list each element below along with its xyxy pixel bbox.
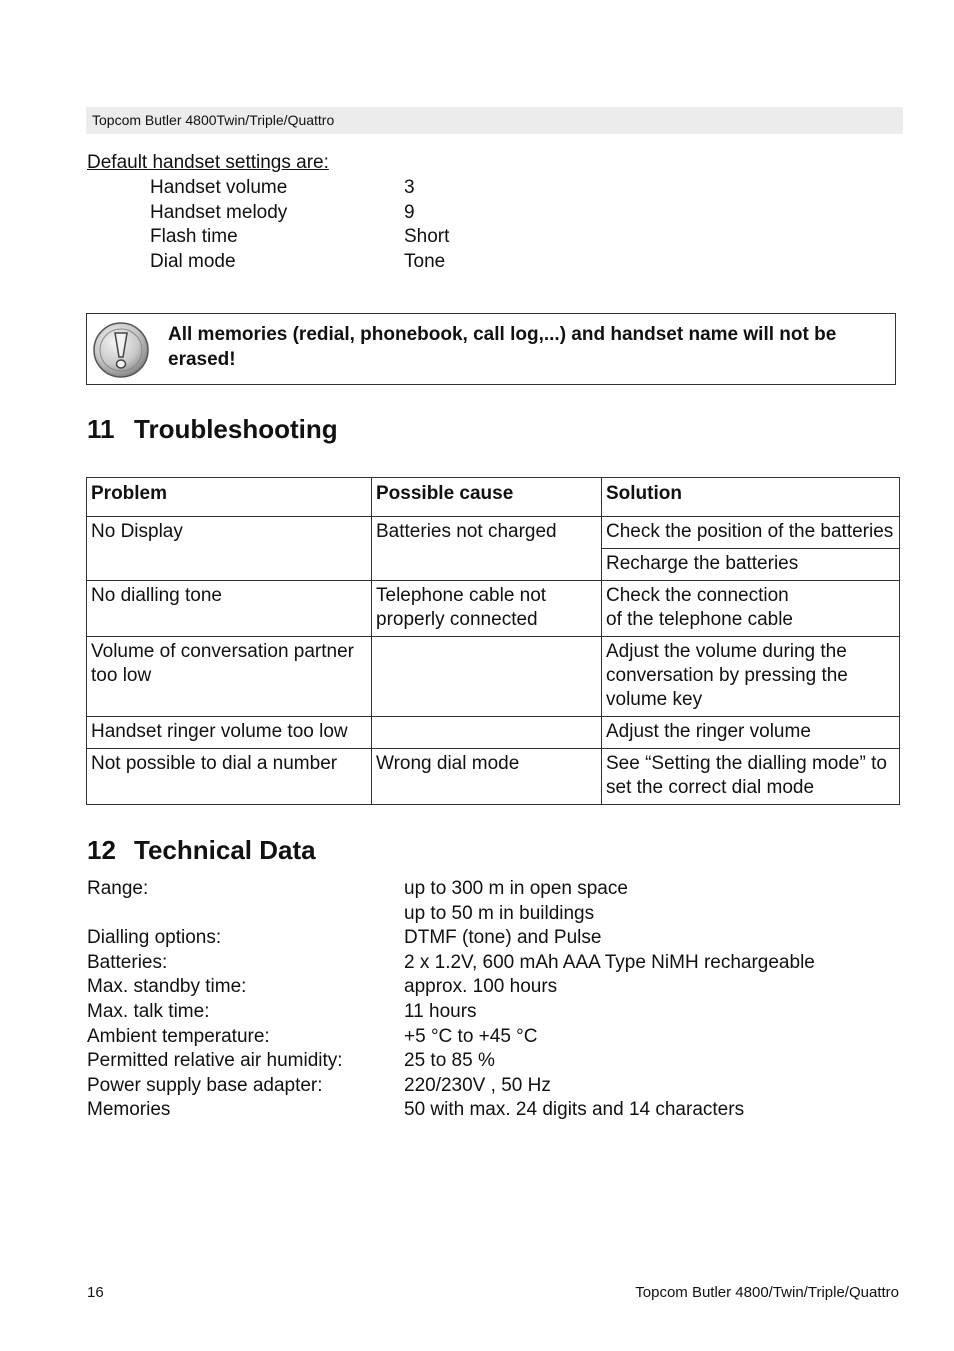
table-row <box>87 581 900 637</box>
table-row <box>87 517 900 549</box>
defaults-value: 9 <box>404 201 415 223</box>
spec-label: Max. standby time: <box>87 976 247 998</box>
solution-cell: Check the position of the batteries <box>602 517 900 549</box>
spec-value: up to 50 m in buildings <box>404 902 595 924</box>
problem-cell: Volume of conversation partner too low <box>87 637 372 717</box>
problem-cell: Handset ringer volume too low <box>87 717 372 749</box>
cause-cell <box>372 637 602 717</box>
defaults-row <box>150 250 449 275</box>
spec-value: 25 to 85 % <box>404 1050 495 1072</box>
spec-label: Dialling options: <box>87 927 222 949</box>
defaults-label: Handset volume <box>150 177 288 198</box>
spec-row <box>87 902 815 927</box>
spec-row <box>87 926 815 951</box>
spec-row <box>87 1098 815 1123</box>
spec-row <box>87 1049 815 1074</box>
spec-row <box>87 951 815 976</box>
solution-cell: See “Setting the dialling mode” to set the correct dial mode <box>602 749 900 805</box>
spec-label: Range: <box>87 878 149 899</box>
spec-label: Permitted relative air humidity: <box>87 1050 343 1072</box>
spec-row <box>87 975 815 1000</box>
spec-label: Max. talk time: <box>87 1000 210 1022</box>
column-header-problem: Problem <box>87 478 372 517</box>
spec-label: Ambient temperature: <box>87 1025 270 1047</box>
spec-label: Memories <box>87 1099 171 1121</box>
defaults-label: Flash time <box>150 226 238 248</box>
spec-value: 220/230V , 50 Hz <box>404 1074 551 1096</box>
troubleshooting-table <box>86 477 900 805</box>
spec-value: up to 300 m in open space <box>404 878 628 899</box>
defaults-label: Dial mode <box>150 250 236 272</box>
spec-label: Batteries: <box>87 951 168 973</box>
section-title: Troubleshooting <box>134 414 338 444</box>
defaults-row <box>150 201 449 226</box>
page-number: 16 <box>87 1284 104 1301</box>
defaults-value: Tone <box>404 250 446 272</box>
spec-value: 2 x 1.2V, 600 mAh AAA Type NiMH rechargeable <box>404 951 815 973</box>
defaults-label: Handset melody <box>150 201 288 223</box>
footer-title: Topcom Butler 4800/Twin/Triple/Quattro <box>635 1284 899 1301</box>
exclamation-badge-icon <box>92 321 150 379</box>
table-row <box>87 637 900 717</box>
solution-cell: Adjust the ringer volume <box>602 717 900 749</box>
solution-cell: Adjust the volume during the conversation by pressing the volume key <box>602 637 900 717</box>
defaults-list <box>150 176 449 274</box>
column-header-solution: Solution <box>602 478 900 517</box>
spec-label: Power supply base adapter: <box>87 1074 323 1096</box>
running-header-title: Topcom Butler 4800Twin/Triple/Quattro <box>92 112 335 128</box>
solution-cell: Recharge the batteries <box>602 549 900 581</box>
defaults-row <box>150 176 449 201</box>
cause-cell: Wrong dial mode <box>372 749 602 805</box>
defaults-value: 3 <box>404 177 415 198</box>
solution-cell: Check the connection of the telephone cable <box>602 581 900 637</box>
spec-label <box>87 902 404 927</box>
cause-cell: Telephone cable not properly connected <box>372 581 602 637</box>
running-header <box>86 107 903 134</box>
spec-value: DTMF (tone) and Pulse <box>404 927 602 949</box>
cause-cell: Batteries not charged <box>372 517 602 581</box>
problem-cell: No Display <box>87 517 372 581</box>
table-header-row <box>87 478 900 517</box>
section-heading-technical-data <box>87 835 316 866</box>
problem-cell: No dialling tone <box>87 581 372 637</box>
warning-note-text: All memories (redial, phonebook, call log,...) and handset name will not be erased! <box>168 324 837 370</box>
cause-cell <box>372 717 602 749</box>
spec-value: approx. 100 hours <box>404 976 558 998</box>
section-heading-troubleshooting <box>87 414 338 445</box>
column-header-cause: Possible cause <box>372 478 602 517</box>
spec-value: 11 hours <box>404 1000 477 1022</box>
table-row <box>87 717 900 749</box>
defaults-title: Default handset settings are: <box>87 152 329 173</box>
defaults-row <box>150 225 449 250</box>
section-number: 11 <box>87 414 115 444</box>
spec-row <box>87 1025 815 1050</box>
section-title: Technical Data <box>134 835 316 865</box>
spec-row <box>87 1074 815 1099</box>
spec-row <box>87 877 815 902</box>
section-number: 12 <box>87 835 116 865</box>
spec-row <box>87 1000 815 1025</box>
spec-value: 50 with max. 24 digits and 14 characters <box>404 1099 745 1121</box>
warning-note <box>86 313 896 385</box>
problem-cell: Not possible to dial a number <box>87 749 372 805</box>
defaults-value: Short <box>404 226 450 248</box>
technical-data-list <box>87 877 815 1123</box>
spec-value: +5 °C to +45 °C <box>404 1025 538 1047</box>
table-row <box>87 749 900 805</box>
